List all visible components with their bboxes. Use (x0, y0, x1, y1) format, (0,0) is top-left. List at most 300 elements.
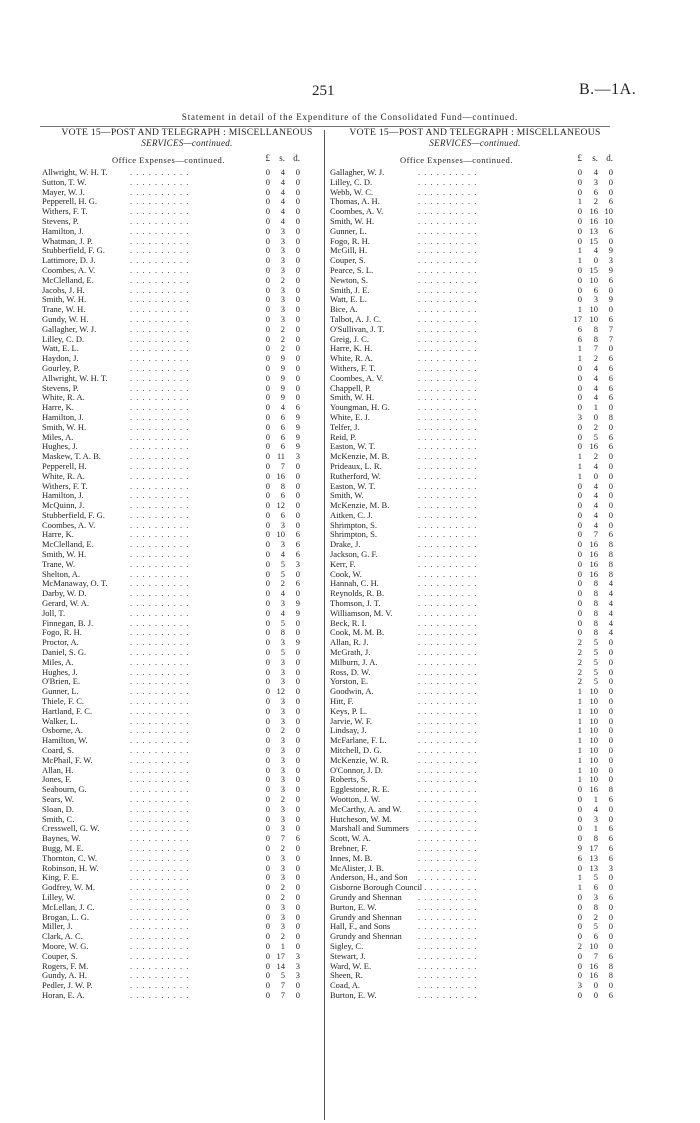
pounds-value: 0 (265, 323, 270, 334)
leader-dots: . . . . . . . . . . (418, 393, 478, 403)
pounds-value: 0 (577, 274, 582, 285)
leader-dots: . . . . . . . . . . (418, 530, 478, 540)
leader-dots: . . . . . . . . . . (130, 177, 190, 187)
statement-title: Statement in detail of the Expenditure of the Consolidated Fund—continued. (181, 112, 519, 122)
pounds-value: 6 (577, 852, 582, 863)
table-row (42, 188, 332, 198)
shillings-value: 10 (589, 764, 598, 775)
shillings-value: 3 (280, 735, 285, 746)
table-row (330, 873, 620, 883)
shillings-value: 5 (280, 558, 285, 569)
table-row (42, 854, 332, 864)
payee-name: Telfer, J. (330, 422, 360, 432)
table-row (42, 864, 332, 874)
pounds-value: 6 (577, 333, 582, 344)
pounds-value: 1 (577, 196, 582, 207)
leader-dots: . . . . . . . . . . (130, 804, 190, 814)
shillings-value: 6 (280, 509, 285, 520)
pounds-value: 0 (577, 284, 582, 295)
shillings-value: 3 (280, 676, 285, 687)
pounds-value: 0 (265, 362, 270, 373)
leader-dots: . . . . . . . . . . (418, 785, 478, 795)
leader-dots: . . . . . . . . . . (130, 687, 190, 697)
shillings-value: 1 (280, 940, 285, 951)
table-row (330, 746, 620, 756)
table-row (330, 736, 620, 746)
table-row (42, 903, 332, 913)
shillings-value: 4 (280, 206, 285, 217)
pounds-value: 0 (265, 598, 270, 609)
payee-name: Jackson, G. F. (330, 550, 378, 560)
shillings-value: 5 (280, 617, 285, 628)
table-row (330, 413, 620, 423)
pounds-value: 0 (265, 402, 270, 413)
leader-dots: . . . . . . . . . . (130, 736, 190, 746)
shillings-value: 3 (280, 519, 285, 530)
pence-value: 0 (608, 470, 613, 481)
pounds-value: 0 (265, 353, 270, 364)
pence-value: 0 (295, 333, 300, 344)
pence-value: 0 (295, 705, 300, 716)
shillings-value: 4 (280, 549, 285, 560)
pounds-value: 0 (577, 235, 582, 246)
pence-value: 0 (608, 774, 613, 785)
shillings-value: 7 (280, 460, 285, 471)
shillings-value: 3 (280, 872, 285, 883)
shillings-value: 2 (280, 882, 285, 893)
pence-value: 0 (608, 284, 613, 295)
payee-name: Fogo, R. H. (42, 628, 82, 638)
pence-value: 0 (295, 764, 300, 775)
leader-dots: . . . . . . . . . . (130, 795, 190, 804)
payee-name: Scott, W. A. (330, 834, 371, 844)
pounds-value: 1 (577, 705, 582, 716)
shillings-value: 3 (593, 891, 598, 902)
leader-dots: . . . . . . . . . . (130, 961, 190, 971)
payee-name: Hughes, J. (42, 667, 78, 677)
pounds-value: 0 (577, 549, 582, 560)
payee-name: Allwright, W. H. T. (42, 373, 108, 383)
table-row (42, 609, 332, 619)
payee-name: Easton, W. T. (330, 442, 376, 452)
table-row (330, 913, 620, 923)
payee-name: Smith, J. E. (330, 285, 370, 295)
pounds-value: 0 (265, 392, 270, 403)
pounds-value: 0 (265, 960, 270, 971)
shillings-value: 2 (280, 931, 285, 942)
table-row (42, 482, 332, 492)
pence-value: 0 (295, 274, 300, 285)
shillings-value: 10 (589, 725, 598, 736)
payee-name: Lilley, C. D. (42, 334, 85, 344)
pence-value: 9 (295, 607, 300, 618)
table-row (42, 256, 332, 266)
pounds-value: 1 (577, 696, 582, 707)
payee-name: Greig, J. C. (330, 334, 369, 344)
table-row (42, 756, 332, 766)
table-row (330, 932, 620, 942)
pounds-value: 2 (577, 656, 582, 667)
table-row (42, 168, 332, 178)
shillings-value: 8 (280, 480, 285, 491)
pence-value: 0 (295, 686, 300, 697)
payee-name: Whatman, J. P. (42, 236, 93, 246)
shillings-value: 8 (593, 333, 598, 344)
pounds-value: 0 (577, 950, 582, 961)
shillings-value: 3 (280, 245, 285, 256)
leader-dots: . . . . . . . . . . (418, 501, 478, 511)
payee-name: Gunner, L. (330, 226, 367, 236)
table-row (330, 197, 620, 207)
leader-dots: . . . . . . . . . . (130, 187, 190, 197)
payee-name: Reid, P. (330, 432, 357, 442)
shillings-value: 3 (280, 803, 285, 814)
leader-dots: . . . . . . . . . . (418, 540, 478, 550)
payee-name: McKenzie, M. B. (330, 501, 390, 511)
table-row (330, 423, 620, 433)
table-row (42, 746, 332, 756)
leader-dots: . . . . . . . . . . (130, 981, 190, 991)
pounds-value: 0 (265, 539, 270, 550)
leader-dots: . . . . . . . . . . (418, 236, 478, 246)
table-row (42, 433, 332, 443)
pence-value: 6 (608, 833, 613, 844)
table-row (330, 452, 620, 462)
shillings-value: 16 (589, 441, 598, 452)
shillings-value: 2 (280, 891, 285, 902)
table-row (42, 423, 332, 433)
pounds-value: 0 (577, 167, 582, 177)
leader-dots: . . . . . . . . . . (418, 892, 478, 902)
shillings-value: 4 (593, 509, 598, 520)
table-row (330, 971, 620, 981)
leader-dots: . . . . . . . . . . (130, 765, 190, 775)
payee-name: McKenzie, M. B. (330, 452, 390, 462)
office-expenses-subheading: Office Expenses—continued. (400, 155, 513, 165)
leader-dots: . . . . . . . . . . (130, 481, 190, 491)
payee-name: Keys, P. L. (330, 706, 368, 716)
pence-value: 0 (608, 980, 613, 991)
leader-dots: . . . . . . . . . . (130, 785, 190, 795)
table-row (42, 413, 332, 423)
pence-value: 0 (295, 460, 300, 471)
shillings-value: 3 (280, 235, 285, 246)
leader-dots: . . . . . . . . . . (418, 775, 478, 785)
leader-dots: . . . . . . . . . . (130, 628, 190, 638)
table-row (330, 707, 620, 717)
table-row (42, 295, 332, 305)
pounds-value: 0 (577, 617, 582, 628)
leader-dots: . . . . . . . . . . (130, 324, 190, 334)
table-row (330, 501, 620, 511)
leader-dots: . . . . . . . . . . (130, 305, 190, 315)
leader-dots: . . . . . . . . . . (130, 295, 190, 305)
pence-value: 6 (608, 196, 613, 207)
shillings-value: 16 (589, 549, 598, 560)
pence-value: 0 (608, 911, 613, 922)
pounds-value: 0 (577, 186, 582, 197)
payee-name: McCarthy, A. and W. (330, 804, 402, 814)
pence-value: 0 (295, 215, 300, 226)
shillings-value: 4 (593, 372, 598, 383)
pence-value: 6 (295, 529, 300, 540)
table-row (42, 207, 332, 217)
leader-dots: . . . . . . . . . . (418, 736, 478, 746)
pounds-value: 0 (265, 568, 270, 579)
pounds-value: 0 (577, 588, 582, 599)
pence-value: 0 (295, 852, 300, 863)
payee-name: Gisborne Borough Council (330, 883, 423, 893)
pounds-value: 0 (265, 803, 270, 814)
pounds-value: 1 (577, 686, 582, 697)
pounds-value: 0 (265, 304, 270, 315)
shillings-value: 6 (280, 441, 285, 452)
pounds-value: 1 (577, 460, 582, 471)
table-row (330, 942, 620, 952)
table-row (330, 276, 620, 286)
pounds-value: 0 (577, 382, 582, 393)
payee-name: Smith, W. H. (42, 422, 87, 432)
subheading-row (330, 153, 620, 168)
shillings-value: 13 (589, 862, 598, 873)
pence-value: 3 (295, 558, 300, 569)
payee-name: Coombes, A. V. (42, 265, 96, 275)
pence-value: 4 (608, 598, 613, 609)
leader-dots: . . . . . . . . . . (130, 334, 190, 344)
shillings-value: 7 (593, 950, 598, 961)
leader-dots: . . . . . . . . . . (130, 922, 190, 932)
pounds-value: 0 (265, 470, 270, 481)
leader-dots: . . . . . . . . . . (130, 755, 190, 765)
pence-value: 0 (608, 803, 613, 814)
payee-name: Hughes, J. (42, 442, 78, 452)
pounds-value: 6 (577, 323, 582, 334)
pence-value: 6 (608, 382, 613, 393)
payee-name: Hartland, F. C. (42, 706, 93, 716)
payee-name: Gallagher, W. J. (330, 168, 385, 177)
table-row (330, 697, 620, 707)
table-row (42, 922, 332, 932)
leader-dots: . . . . . . . . . . (418, 941, 478, 951)
shillings-value: 5 (593, 656, 598, 667)
pounds-value: 0 (577, 960, 582, 971)
pounds-value: 2 (577, 666, 582, 677)
pence-value: 0 (295, 754, 300, 765)
leader-dots: . . . . . . . . . . (130, 168, 190, 177)
shillings-value: 6 (593, 284, 598, 295)
vote-heading-line2: SERVICES—continued. (429, 138, 521, 148)
leader-dots: . . . . . . . . . . (130, 951, 190, 961)
shillings-value: 10 (589, 745, 598, 756)
shillings-value: 4 (593, 460, 598, 471)
pence-value: 6 (608, 529, 613, 540)
pence-value: 0 (608, 509, 613, 520)
pounds-value: 0 (265, 784, 270, 795)
table-row (42, 354, 332, 364)
leader-dots: . . . . . . . . . . (130, 746, 190, 756)
leader-dots: . . . . . . . . . . (418, 520, 478, 530)
payee-name: Mayer, W. J. (42, 187, 85, 197)
table-row (42, 942, 332, 952)
pence-value: 8 (608, 549, 613, 560)
pence-value: 0 (295, 647, 300, 658)
shillings-value: 3 (280, 754, 285, 765)
table-row (330, 246, 620, 256)
pounds-value: 0 (265, 833, 270, 844)
leader-dots: . . . . . . . . . . (418, 873, 478, 883)
table-row (42, 893, 332, 903)
pence-value: 0 (295, 745, 300, 756)
table-row (330, 374, 620, 384)
shillings-value: 4 (593, 382, 598, 393)
shillings-value: 3 (280, 745, 285, 756)
payee-name: Smith, W. H. (330, 216, 375, 226)
table-row (330, 962, 620, 972)
shillings-value: 16 (589, 215, 598, 226)
pounds-value: 2 (577, 647, 582, 658)
table-row (42, 511, 332, 521)
leader-dots: . . . . . . . . . . (418, 902, 478, 912)
leader-dots: . . . . . . . . . . (418, 657, 478, 667)
pence-value: 6 (608, 353, 613, 364)
shillings-value: 8 (593, 323, 598, 334)
pounds-value: 0 (577, 794, 582, 804)
pence-value: 0 (295, 382, 300, 393)
shillings-value: 6 (280, 490, 285, 501)
shillings-value: 3 (280, 255, 285, 266)
table-row (330, 462, 620, 472)
payee-name: Grundy and Shennan (330, 892, 402, 902)
payee-name: Couper, S. (330, 256, 366, 266)
table-row (330, 785, 620, 795)
payee-name: Clark, A. C. (42, 932, 83, 942)
table-row (330, 952, 620, 962)
leader-dots: . . . . . . . . . . (130, 873, 190, 883)
pounds-value: 1 (577, 774, 582, 785)
pounds-value: 0 (265, 343, 270, 354)
payee-name: White, R. A. (330, 354, 373, 364)
pence-value: 0 (295, 989, 300, 1000)
payee-name: White, R. A. (42, 393, 85, 403)
pence-value: 3 (295, 970, 300, 981)
table-row (42, 785, 332, 795)
pounds-header: £ (577, 153, 582, 163)
shillings-value: 7 (280, 980, 285, 991)
payee-name: Gourley, P. (42, 363, 80, 373)
pounds-value: 0 (577, 931, 582, 942)
payee-name: McManaway, O. T. (42, 579, 108, 589)
pounds-value: 0 (577, 294, 582, 305)
shillings-value: 8 (593, 578, 598, 589)
payee-name: Prideaux, L. R. (330, 461, 382, 471)
leader-dots: . . . . . . . . . . (130, 285, 190, 295)
pounds-value: 0 (577, 989, 582, 1000)
shillings-value: 10 (589, 313, 598, 324)
pence-value: 9 (608, 264, 613, 275)
table-row (330, 168, 620, 178)
pounds-value: 1 (577, 304, 582, 315)
shillings-value: 3 (280, 862, 285, 873)
shillings-value: 10 (589, 696, 598, 707)
pounds-value: 0 (265, 519, 270, 530)
payee-name: Cook, W. (330, 569, 362, 579)
pence-value: 0 (295, 304, 300, 315)
leader-dots: . . . . . . . . . . (130, 442, 190, 452)
pounds-value: 0 (577, 225, 582, 236)
pounds-value: 3 (577, 980, 582, 991)
shillings-value: 4 (280, 196, 285, 207)
leader-dots: . . . . . . . . . . (130, 550, 190, 560)
payee-name: Stubberfield, F. G. (42, 510, 105, 520)
shillings-value: 8 (593, 627, 598, 638)
payee-name: Withers, F. T. (42, 207, 88, 217)
pence-value: 0 (608, 921, 613, 932)
pence-value: 0 (608, 480, 613, 491)
leader-dots: . . . . . . . . . . (418, 481, 478, 491)
payee-name: Hutcheson, W. M. (330, 814, 392, 824)
table-row (330, 530, 620, 540)
table-row (330, 295, 620, 305)
pounds-value: 0 (577, 813, 582, 824)
shillings-value: 10 (589, 705, 598, 716)
pounds-value: 1 (577, 470, 582, 481)
pounds-value: 0 (265, 931, 270, 942)
payee-name: Shrimpton, S. (330, 520, 377, 530)
payee-name: Easton, W. T. (330, 481, 376, 491)
shillings-value: 4 (280, 607, 285, 618)
table-row (42, 648, 332, 658)
payee-name: Allwright, W. H. T. (42, 168, 108, 177)
payee-name: Lindsay, J. (330, 726, 367, 736)
shillings-value: 4 (593, 167, 598, 177)
table-row (42, 501, 332, 511)
pence-value: 0 (295, 823, 300, 834)
leader-dots: . . . . . . . . . . (418, 305, 478, 315)
pounds-value: 0 (265, 411, 270, 422)
vote-heading-line2: SERVICES—continued. (141, 138, 233, 148)
pounds-value: 0 (265, 666, 270, 677)
table-row (330, 658, 620, 668)
leader-dots: . . . . . . . . . . (418, 187, 478, 197)
table-row (330, 726, 620, 736)
shillings-value: 3 (280, 666, 285, 677)
payee-name: Smith, W. H. (42, 295, 87, 305)
pence-value: 0 (608, 705, 613, 716)
pounds-value: 0 (265, 264, 270, 275)
shillings-value: 11 (276, 451, 285, 462)
pounds-value: 0 (265, 176, 270, 187)
payee-name: Anderson, H., and Son (330, 873, 408, 883)
leader-dots: . . . . . . . . . . (418, 403, 478, 413)
pounds-value: 0 (577, 558, 582, 569)
payee-name: Allan, R. J. (330, 638, 369, 648)
right-column (330, 128, 620, 1001)
pounds-value: 0 (577, 509, 582, 520)
leader-dots: . . . . . . . . . . (418, 981, 478, 991)
pounds-value: 0 (265, 696, 270, 707)
subheading-row (42, 153, 332, 168)
table-row (42, 883, 332, 893)
payee-name: Burton, E. W. (330, 990, 377, 1000)
shillings-value: 9 (280, 353, 285, 364)
pounds-value: 1 (577, 343, 582, 354)
pence-value: 0 (608, 460, 613, 471)
shillings-header: s. (592, 153, 598, 163)
table-row (330, 834, 620, 844)
pence-value: 4 (608, 588, 613, 599)
leader-dots: . . . . . . . . . . (130, 941, 190, 951)
table-row (330, 854, 620, 864)
